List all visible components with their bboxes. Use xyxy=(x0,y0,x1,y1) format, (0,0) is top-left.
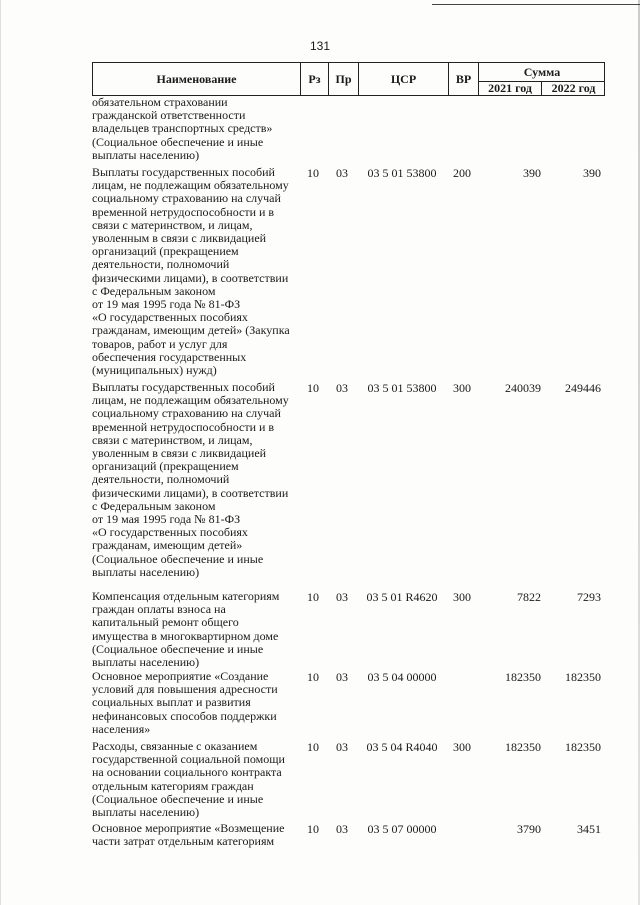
page-number: 131 xyxy=(309,39,331,53)
row-csr: 03 5 01 R4620 xyxy=(366,590,438,604)
row-name-line: физическими лицами), в соответствии xyxy=(92,270,289,285)
row-name-line: выплаты населению) xyxy=(92,805,200,820)
row-name-line: связи с материнством, и лицам, xyxy=(92,217,253,232)
row-name xyxy=(92,590,297,669)
row-name-line: Выплаты государственных пособий xyxy=(92,165,275,179)
row-vr: 200 xyxy=(453,166,471,180)
row-name-line: социальному страхованию на случай xyxy=(92,191,281,206)
row-name-line: Расходы, связанные с оказанием xyxy=(92,739,258,753)
row-sum-2021: 390 xyxy=(523,166,541,180)
row-name xyxy=(92,822,297,848)
row-rz: 10 xyxy=(307,590,319,604)
row-name-line: выплаты населению) xyxy=(92,147,200,162)
row-name xyxy=(92,740,297,819)
row-name-line: социальному страхованию на случай xyxy=(92,406,281,421)
row-name-line: временной нетрудоспособности и в xyxy=(92,419,275,434)
header-2022: 2022 год xyxy=(551,81,596,95)
row-name-line: отдельным категориям граждан xyxy=(92,778,254,793)
row-csr: 03 5 01 53800 xyxy=(367,381,437,395)
top-rule xyxy=(432,4,640,5)
row-name-line: (Социальное обеспечение и иные xyxy=(92,641,264,656)
row-pr: 03 xyxy=(336,590,348,604)
row-csr: 03 5 04 R4040 xyxy=(366,740,438,754)
header-csr: ЦСР xyxy=(358,63,448,95)
row-name-line: (муниципальных) нужд) xyxy=(92,363,217,378)
table-header xyxy=(92,62,605,96)
row-rz: 10 xyxy=(307,670,319,684)
row-vr: 300 xyxy=(453,590,471,604)
row-name-line: связи с материнством, и лицам, xyxy=(92,432,253,447)
row-name-line: выплаты населению) xyxy=(92,655,200,670)
row-sum-2021: 240039 xyxy=(505,381,541,395)
row-name-line: государственной социальной помощи xyxy=(92,752,285,767)
row-name-line: деятельности, полномочий xyxy=(92,472,230,487)
row-name-line: капитальный ремонт общего xyxy=(92,615,239,630)
row-sum-2022: 3451 xyxy=(577,822,601,836)
row-csr: 03 5 04 00000 xyxy=(367,670,437,684)
row-vr: 300 xyxy=(453,740,471,754)
header-pr: Пр xyxy=(328,63,358,95)
row-name-line: от 19 мая 1995 года № 81-ФЗ xyxy=(92,297,241,312)
row-name-line: владельцев транспортных средств» xyxy=(92,121,273,136)
header-rz: Рз xyxy=(300,63,328,95)
row-name-line: обязательном страховании xyxy=(92,95,228,109)
row-name-line: граждан оплаты взноса на xyxy=(92,602,226,617)
row-csr: 03 5 01 53800 xyxy=(367,166,437,180)
row-sum-2021: 182350 xyxy=(505,670,541,684)
row-name-line: гражданам, имеющим детей» xyxy=(92,538,243,553)
row-name-line: имущества в многоквартирном доме xyxy=(92,628,279,643)
row-pr: 03 xyxy=(336,822,348,836)
row-pr: 03 xyxy=(336,381,348,395)
row-sum-2021: 7822 xyxy=(517,590,541,604)
row-name-line: выплаты населению) xyxy=(92,564,200,579)
row-name xyxy=(92,381,297,579)
row-sum-2022: 390 xyxy=(583,166,601,180)
row-sum-2022: 182350 xyxy=(565,670,601,684)
row-sum-2021: 3790 xyxy=(517,822,541,836)
row-name-line: Компенсация отдельным категориям xyxy=(92,589,280,603)
row-name-line: организаций (прекращением xyxy=(92,244,239,259)
header-2021: 2021 год xyxy=(488,81,532,95)
row-name-line: «О государственных пособиях xyxy=(92,310,248,325)
row-name-line: на основании социального контракта xyxy=(92,765,282,780)
row-name-line: обеспечения государственных xyxy=(92,349,247,364)
row-csr: 03 5 07 00000 xyxy=(367,822,437,836)
header-name: Наименование xyxy=(156,71,237,86)
row-name xyxy=(92,670,297,736)
row-name xyxy=(92,96,297,162)
row-name-line: организаций (прекращением xyxy=(92,459,239,474)
row-vr: 300 xyxy=(453,381,471,395)
row-name-line: нефинансовых способов поддержки xyxy=(92,708,277,723)
row-name-line: товаров, работ и услуг для xyxy=(92,336,228,351)
row-sum-2022: 249446 xyxy=(565,381,601,395)
row-rz: 10 xyxy=(307,740,319,754)
row-name-line: от 19 мая 1995 года № 81-ФЗ xyxy=(92,512,241,527)
row-name-line: Основное мероприятие «Создание xyxy=(92,669,269,683)
row-name-line: гражданской ответственности xyxy=(92,108,246,123)
row-name-line: с Федеральным законом xyxy=(92,283,216,298)
header-sum: Сумма xyxy=(523,64,561,79)
scan-left-edge xyxy=(0,0,1,905)
row-name-line: (Социальное обеспечение и иные xyxy=(92,134,264,149)
row-name-line: уволенным в связи с ликвидацией xyxy=(92,446,267,461)
row-name-line: (Социальное обеспечение и иные xyxy=(92,551,264,566)
row-name-line: лицам, не подлежащим обязательному xyxy=(92,178,289,193)
row-pr: 03 xyxy=(336,670,348,684)
row-sum-2021: 182350 xyxy=(505,740,541,754)
row-name-line: условий для повышения адресности xyxy=(92,682,278,697)
row-sum-2022: 7293 xyxy=(577,590,601,604)
row-name-line: лицам, не подлежащим обязательному xyxy=(92,393,289,408)
row-name-line: гражданам, имеющим детей» (Закупка xyxy=(92,323,290,338)
row-name-line: (Социальное обеспечение и иные xyxy=(92,791,264,806)
row-name-line: Основное мероприятие «Возмещение xyxy=(92,821,285,835)
row-name-line: населения» xyxy=(92,721,151,736)
row-name-line: физическими лицами), в соответствии xyxy=(92,485,289,500)
row-name-line: с Федеральным законом xyxy=(92,498,216,513)
row-name-line: «О государственных пособиях xyxy=(92,525,248,540)
row-sum-2022: 182350 xyxy=(565,740,601,754)
row-pr: 03 xyxy=(336,740,348,754)
row-name-line: части затрат отдельным категориям xyxy=(92,834,275,849)
row-name xyxy=(92,166,297,377)
row-rz: 10 xyxy=(307,381,319,395)
row-rz: 10 xyxy=(307,822,319,836)
row-name-line: временной нетрудоспособности и в xyxy=(92,204,275,219)
row-pr: 03 xyxy=(336,166,348,180)
row-name-line: социальных выплат и развития xyxy=(92,695,251,710)
row-name-line: деятельности, полномочий xyxy=(92,257,230,272)
header-vr: ВР xyxy=(448,63,478,95)
row-name-line: уволенным в связи с ликвидацией xyxy=(92,231,267,246)
row-name-line: Выплаты государственных пособий xyxy=(92,380,275,394)
row-rz: 10 xyxy=(307,166,319,180)
